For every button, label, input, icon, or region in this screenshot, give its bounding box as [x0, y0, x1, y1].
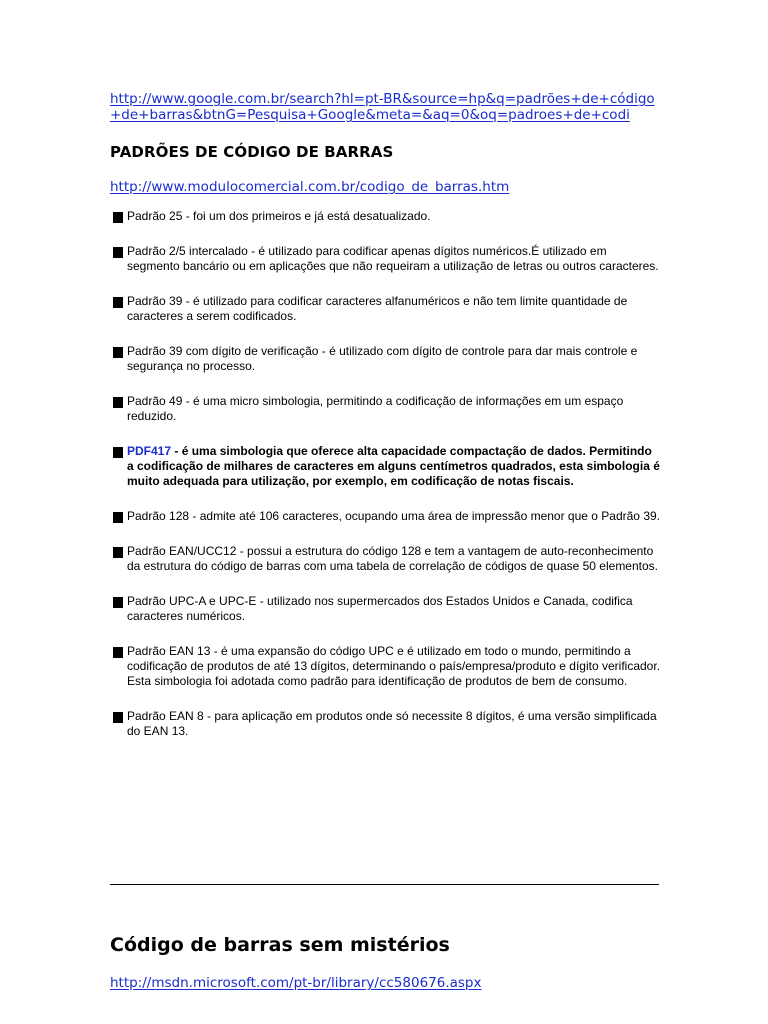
section-heading: Código de barras sem mistérios [110, 934, 450, 956]
list-item-text: Padrão 2/5 intercalado - é utilizado para codificar apenas dígitos numéricos.É utilizado em segmento bancário ou em aplicações que não requeiram a utilização de letras ou outros caracteres. [127, 244, 659, 273]
list-item [110, 209, 660, 224]
list-item [110, 509, 660, 524]
msdn-link[interactable]: http://msdn.microsoft.com/pt-br/library/cc580676.aspx [110, 975, 482, 991]
list-item-text: Padrão EAN/UCC12 - possui a estrutura do código 128 e tem a vantagem de auto-reconhecimento da estrutura do código de barras com uma tabela de correlação de códigos de quase 50 elementos. [127, 544, 658, 573]
list-item-text: Padrão EAN 8 - para aplicação em produtos onde só necessite 8 dígitos, é uma versão simplificada do EAN 13. [127, 709, 657, 738]
square-bullet-icon [113, 597, 123, 608]
square-bullet-icon [113, 647, 123, 658]
list-item-text: - é uma simbologia que oferece alta capacidade compactação de dados. Permitindo a codificação de milhares de caracteres em alguns centímetros quadrados, esta simbologia é muito adequada para utilização, por exemplo, em codificação de notas fiscais. [127, 444, 660, 488]
modulo-comercial-link[interactable]: http://www.modulocomercial.com.br/codigo_de_barras.htm [110, 179, 510, 195]
list-item-text: Padrão 39 - é utilizado para codificar caracteres alfanuméricos e não tem limite quantidade de caracteres a serem codificados. [127, 294, 628, 323]
list-item-text: Padrão 25 - foi um dos primeiros e já está desatualizado. [127, 209, 431, 223]
google-search-link[interactable]: http://www.google.com.br/search?hl=pt-BR&source=hp&q=padrões+de+código+de+barras&btnG=Pesquisa+Google&meta=&aq=0&oq=padroes+de+codi [110, 91, 655, 123]
section-title: PADRÕES DE CÓDIGO DE BARRAS [110, 143, 394, 161]
list-item [110, 444, 660, 489]
list-item [110, 244, 660, 274]
list-item-text: Padrão UPC-A e UPC-E - utilizado nos supermercados dos Estados Unidos e Canada, codifica caracteres numéricos. [127, 594, 633, 623]
list-item [110, 294, 660, 324]
list-item [110, 394, 660, 424]
pdf417-link[interactable]: PDF417 [127, 444, 172, 458]
square-bullet-icon [113, 347, 123, 358]
list-item [110, 594, 660, 624]
list-item [110, 644, 660, 689]
list-item-text: Padrão 128 - admite até 106 caracteres, ocupando uma área de impressão menor que o Padrão 39. [127, 509, 660, 523]
square-bullet-icon [113, 297, 123, 308]
square-bullet-icon [113, 512, 123, 523]
list-item [110, 344, 660, 374]
list-item-text: Padrão EAN 13 - é uma expansão do código UPC e é utilizado em todo o mundo, permitindo a codificação de produtos de até 13 dígitos, determinando o país/empresa/produto e dígito verificador. Esta simbologia foi adotada como padrão para identificação de produtos de bem de consumo. [127, 644, 661, 688]
square-bullet-icon [113, 212, 123, 223]
list-item-text: Padrão 49 - é uma micro simbologia, permitindo a codificação de informações em um espaço reduzido. [127, 394, 624, 423]
barcode-standards-list [110, 209, 660, 739]
square-bullet-icon [113, 447, 123, 458]
list-item-text: Padrão 39 com dígito de verificação - é utilizado com dígito de controle para dar mais controle e segurança no processo. [127, 344, 638, 373]
horizontal-divider [110, 884, 659, 885]
square-bullet-icon [113, 547, 123, 558]
square-bullet-icon [113, 712, 123, 723]
list-item [110, 709, 660, 739]
square-bullet-icon [113, 397, 123, 408]
document-body [110, 91, 660, 759]
square-bullet-icon [113, 247, 123, 258]
list-item [110, 544, 660, 574]
